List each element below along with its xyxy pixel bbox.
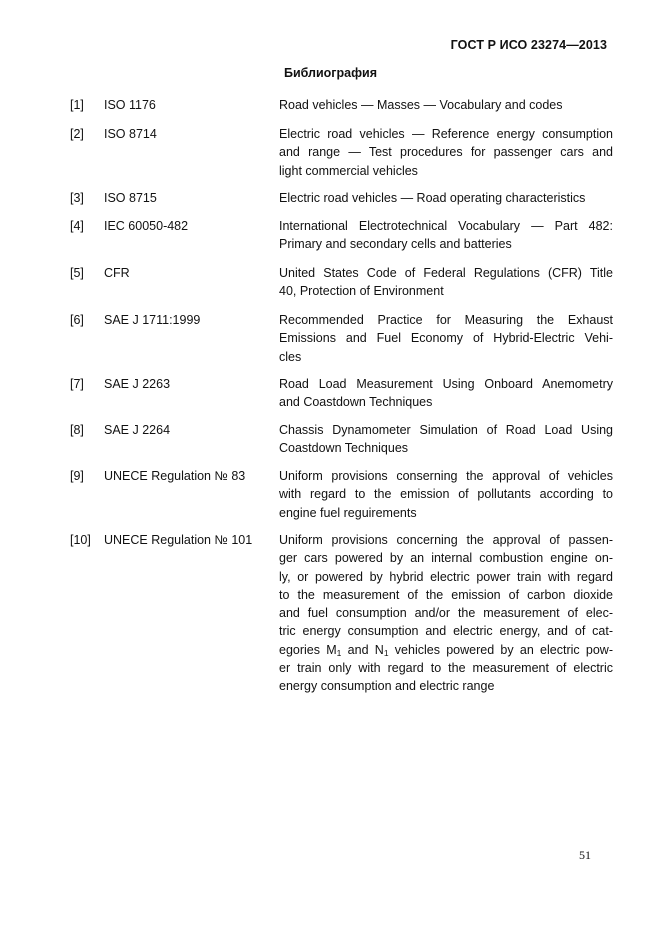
entry-description bbox=[279, 264, 613, 301]
description-line: International Electrotechnical Vocabulary — Part 482: bbox=[279, 219, 613, 233]
description-line: egories $M_1$ and $N_1$ vehicles powered by an electric pow- bbox=[279, 642, 613, 658]
description-line: Road Load Measurement Using Onboard Anemometry bbox=[279, 377, 613, 391]
entry-description bbox=[279, 96, 613, 114]
description-line: and range — Test procedures for passenger cars and bbox=[279, 145, 613, 160]
entry-description bbox=[279, 467, 613, 522]
entry-description bbox=[279, 375, 613, 412]
description-line: er train only with regard to the measurement of electric bbox=[279, 661, 613, 676]
entry-description bbox=[279, 421, 613, 458]
entry-code: ISO 8714 bbox=[104, 127, 157, 141]
description-line: Recommended Practice for Measuring the Exhaust bbox=[279, 313, 613, 327]
description-line: engine fuel reguirements bbox=[279, 505, 417, 520]
entry-code: UNECE Regulation № 83 bbox=[104, 469, 246, 483]
description-line: United States Code of Federal Regulations (CFR) Title bbox=[279, 266, 613, 280]
description-line: and fuel consumption and/or the measurement of elec- bbox=[279, 606, 613, 621]
description-line: Chassis Dynamometer Simulation of Road Load Using bbox=[279, 423, 613, 437]
entry-number: [9] bbox=[70, 469, 84, 483]
subscript: 1 bbox=[336, 647, 342, 658]
description-line: Emissions and Fuel Economy of Hybrid-Electric Vehi- bbox=[279, 331, 613, 346]
subscript: 1 bbox=[383, 647, 389, 658]
description-line: Road vehicles — Masses — Vocabulary and codes bbox=[279, 98, 563, 112]
entry-description bbox=[279, 531, 613, 696]
description-line: Uniform provisions concerning the approval of passen- bbox=[279, 533, 613, 547]
entry-number: [6] bbox=[70, 313, 84, 327]
description-line: Coastdown Techniques bbox=[279, 441, 409, 456]
entry-number: [3] bbox=[70, 191, 84, 205]
entry-code: ISO 1176 bbox=[104, 98, 156, 112]
entry-description bbox=[279, 311, 613, 366]
entry-number: [7] bbox=[70, 377, 84, 391]
description-line: light commercial vehicles bbox=[279, 163, 418, 178]
entry-code: SAE J 1711:1999 bbox=[104, 313, 201, 327]
description-line: with regard to the emission of pollutants according to bbox=[279, 487, 613, 502]
entry-description bbox=[279, 217, 613, 254]
entry-number: [1] bbox=[70, 98, 84, 112]
entry-description bbox=[279, 125, 613, 180]
bibliography-title: Библиография bbox=[283, 66, 378, 80]
description-line: cles bbox=[279, 349, 302, 364]
description-line: ly, or powered by hybrid electric power train with regard bbox=[279, 569, 613, 584]
page-number: 51 bbox=[579, 848, 591, 862]
entry-code: CFR bbox=[104, 266, 130, 280]
entry-code: ISO 8715 bbox=[104, 191, 157, 205]
description-line: and Coastdown Techniques bbox=[279, 395, 433, 410]
description-line: ger cars powered by an internal combustion engine on- bbox=[279, 551, 613, 566]
document-header-standard: ГОСТ Р ИСО 23274—2013 bbox=[450, 38, 607, 52]
description-line: 40, Protection of Environment bbox=[279, 284, 444, 299]
description-line: Electric road vehicles — Road operating characteristics bbox=[279, 191, 586, 205]
entry-number: [2] bbox=[70, 127, 84, 141]
description-line: Electric road vehicles — Reference energy consumption bbox=[279, 127, 613, 141]
entry-code: IEC 60050-482 bbox=[104, 219, 189, 233]
entry-code: SAE J 2263 bbox=[104, 377, 171, 391]
entry-code: UNECE Regulation № 101 bbox=[104, 533, 253, 547]
entry-code: SAE J 2264 bbox=[104, 423, 171, 437]
entry-description bbox=[279, 189, 613, 207]
entry-number: [5] bbox=[70, 266, 84, 280]
description-line: Uniform provisions conserning the approval of vehicles bbox=[279, 469, 613, 483]
entry-number: [4] bbox=[70, 219, 84, 233]
entry-number: [10] bbox=[70, 533, 91, 547]
description-line: Primary and secondary cells and batteries bbox=[279, 237, 512, 252]
description-line: to the measurement of the emission of carbon dioxide bbox=[279, 587, 613, 602]
description-line: tric energy consumption and electric energy, and of cat- bbox=[279, 624, 613, 639]
description-line: energy consumption and electric range bbox=[279, 679, 495, 694]
entry-number: [8] bbox=[70, 423, 84, 437]
